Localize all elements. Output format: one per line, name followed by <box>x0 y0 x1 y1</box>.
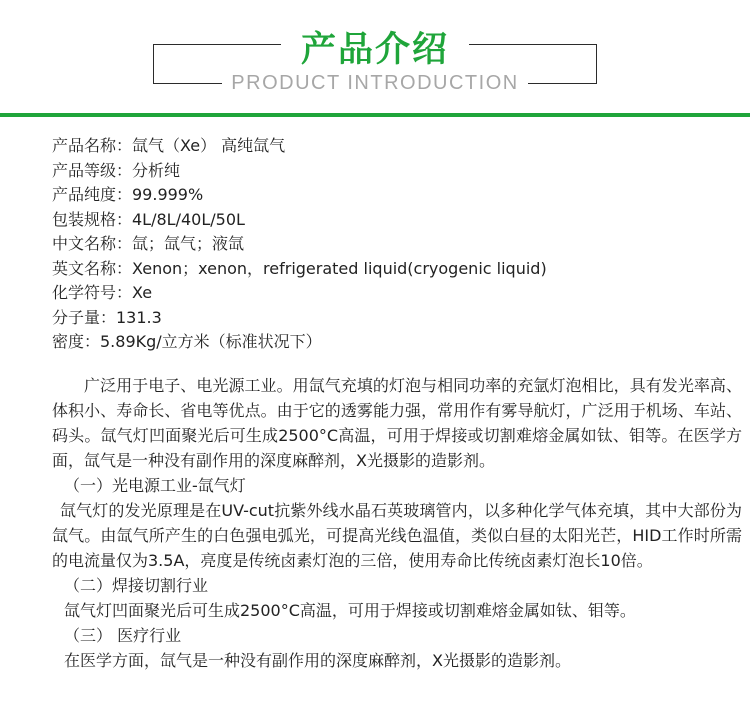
spec-chinese-name: 中文名称：氙；氙气；液氙 <box>52 234 245 253</box>
spec-grade: 产品等级：分析纯 <box>52 160 181 180</box>
section-header <box>0 0 750 115</box>
page-subtitle: PRODUCT INTRODUCTION <box>231 72 519 94</box>
spec-purity: 产品纯度：99.999% <box>52 185 204 204</box>
intro-paragraph: 广泛用于电子、电光源工业。用氙气充填的灯泡与相同功率的充氩灯泡相比，具有发光率高、体积小、寿命长、省电等优点。由于它的透雾能力强，常用作有雾导航灯，广泛用于机场、车站、码头。氙气灯凹面聚光后可生成2500°C高温，可用于焊接或切割难熔金属如钛、钼等。在医学方面，氙气是一种没有副作用的深度麻醉剂，X光摄影的造影剂。 <box>52 376 742 470</box>
spec-molecular-weight: 分子量：131.3 <box>52 307 162 327</box>
spec-packaging: 包装规格：4L/8L/40L/50L <box>52 209 245 229</box>
spec-chemical-symbol: 化学符号：Xe <box>52 283 153 302</box>
spec-english-name: 英文名称：Xenon；xenon，refrigerated liquid(cryogenic liquid) <box>52 258 547 278</box>
page-title: 产品介绍 <box>300 30 449 70</box>
section-text-medical: 在医学方面，氙气是一种没有副作用的深度麻醉剂，X光摄影的造影剂。 <box>64 651 571 670</box>
section-heading-light-source: （一）光电源工业-氙气灯 <box>64 476 246 495</box>
section-text-light-source: 氙气灯的发光原理是在UV-cut抗紫外线水晶石英玻璃管内，以多种化学气体充填，其中大部份为氙气。由氙气所产生的白色强电弧光，可提高光线色温值，类似白昼的太阳光芒，HID工作时所需的电流量仅为3.5A，亮度是传统卤素灯泡的三倍，使用寿命比传统卤素灯泡长10倍。 <box>52 501 742 570</box>
spec-product-name: 产品名称：氙气（Xe） 高纯氙气 <box>52 136 286 155</box>
section-heading-welding: （二）焊接切割行业 <box>64 576 209 595</box>
section-heading-medical: （三） 医疗行业 <box>64 626 182 645</box>
spec-density: 密度：5.89Kg/立方米（标准状况下） <box>52 332 322 351</box>
spec-list <box>52 134 732 355</box>
description-body <box>52 373 742 673</box>
section-text-welding: 氙气灯凹面聚光后可生成2500°C高温，可用于焊接或切割难熔金属如钛、钼等。 <box>64 601 636 620</box>
header-divider <box>0 113 750 117</box>
